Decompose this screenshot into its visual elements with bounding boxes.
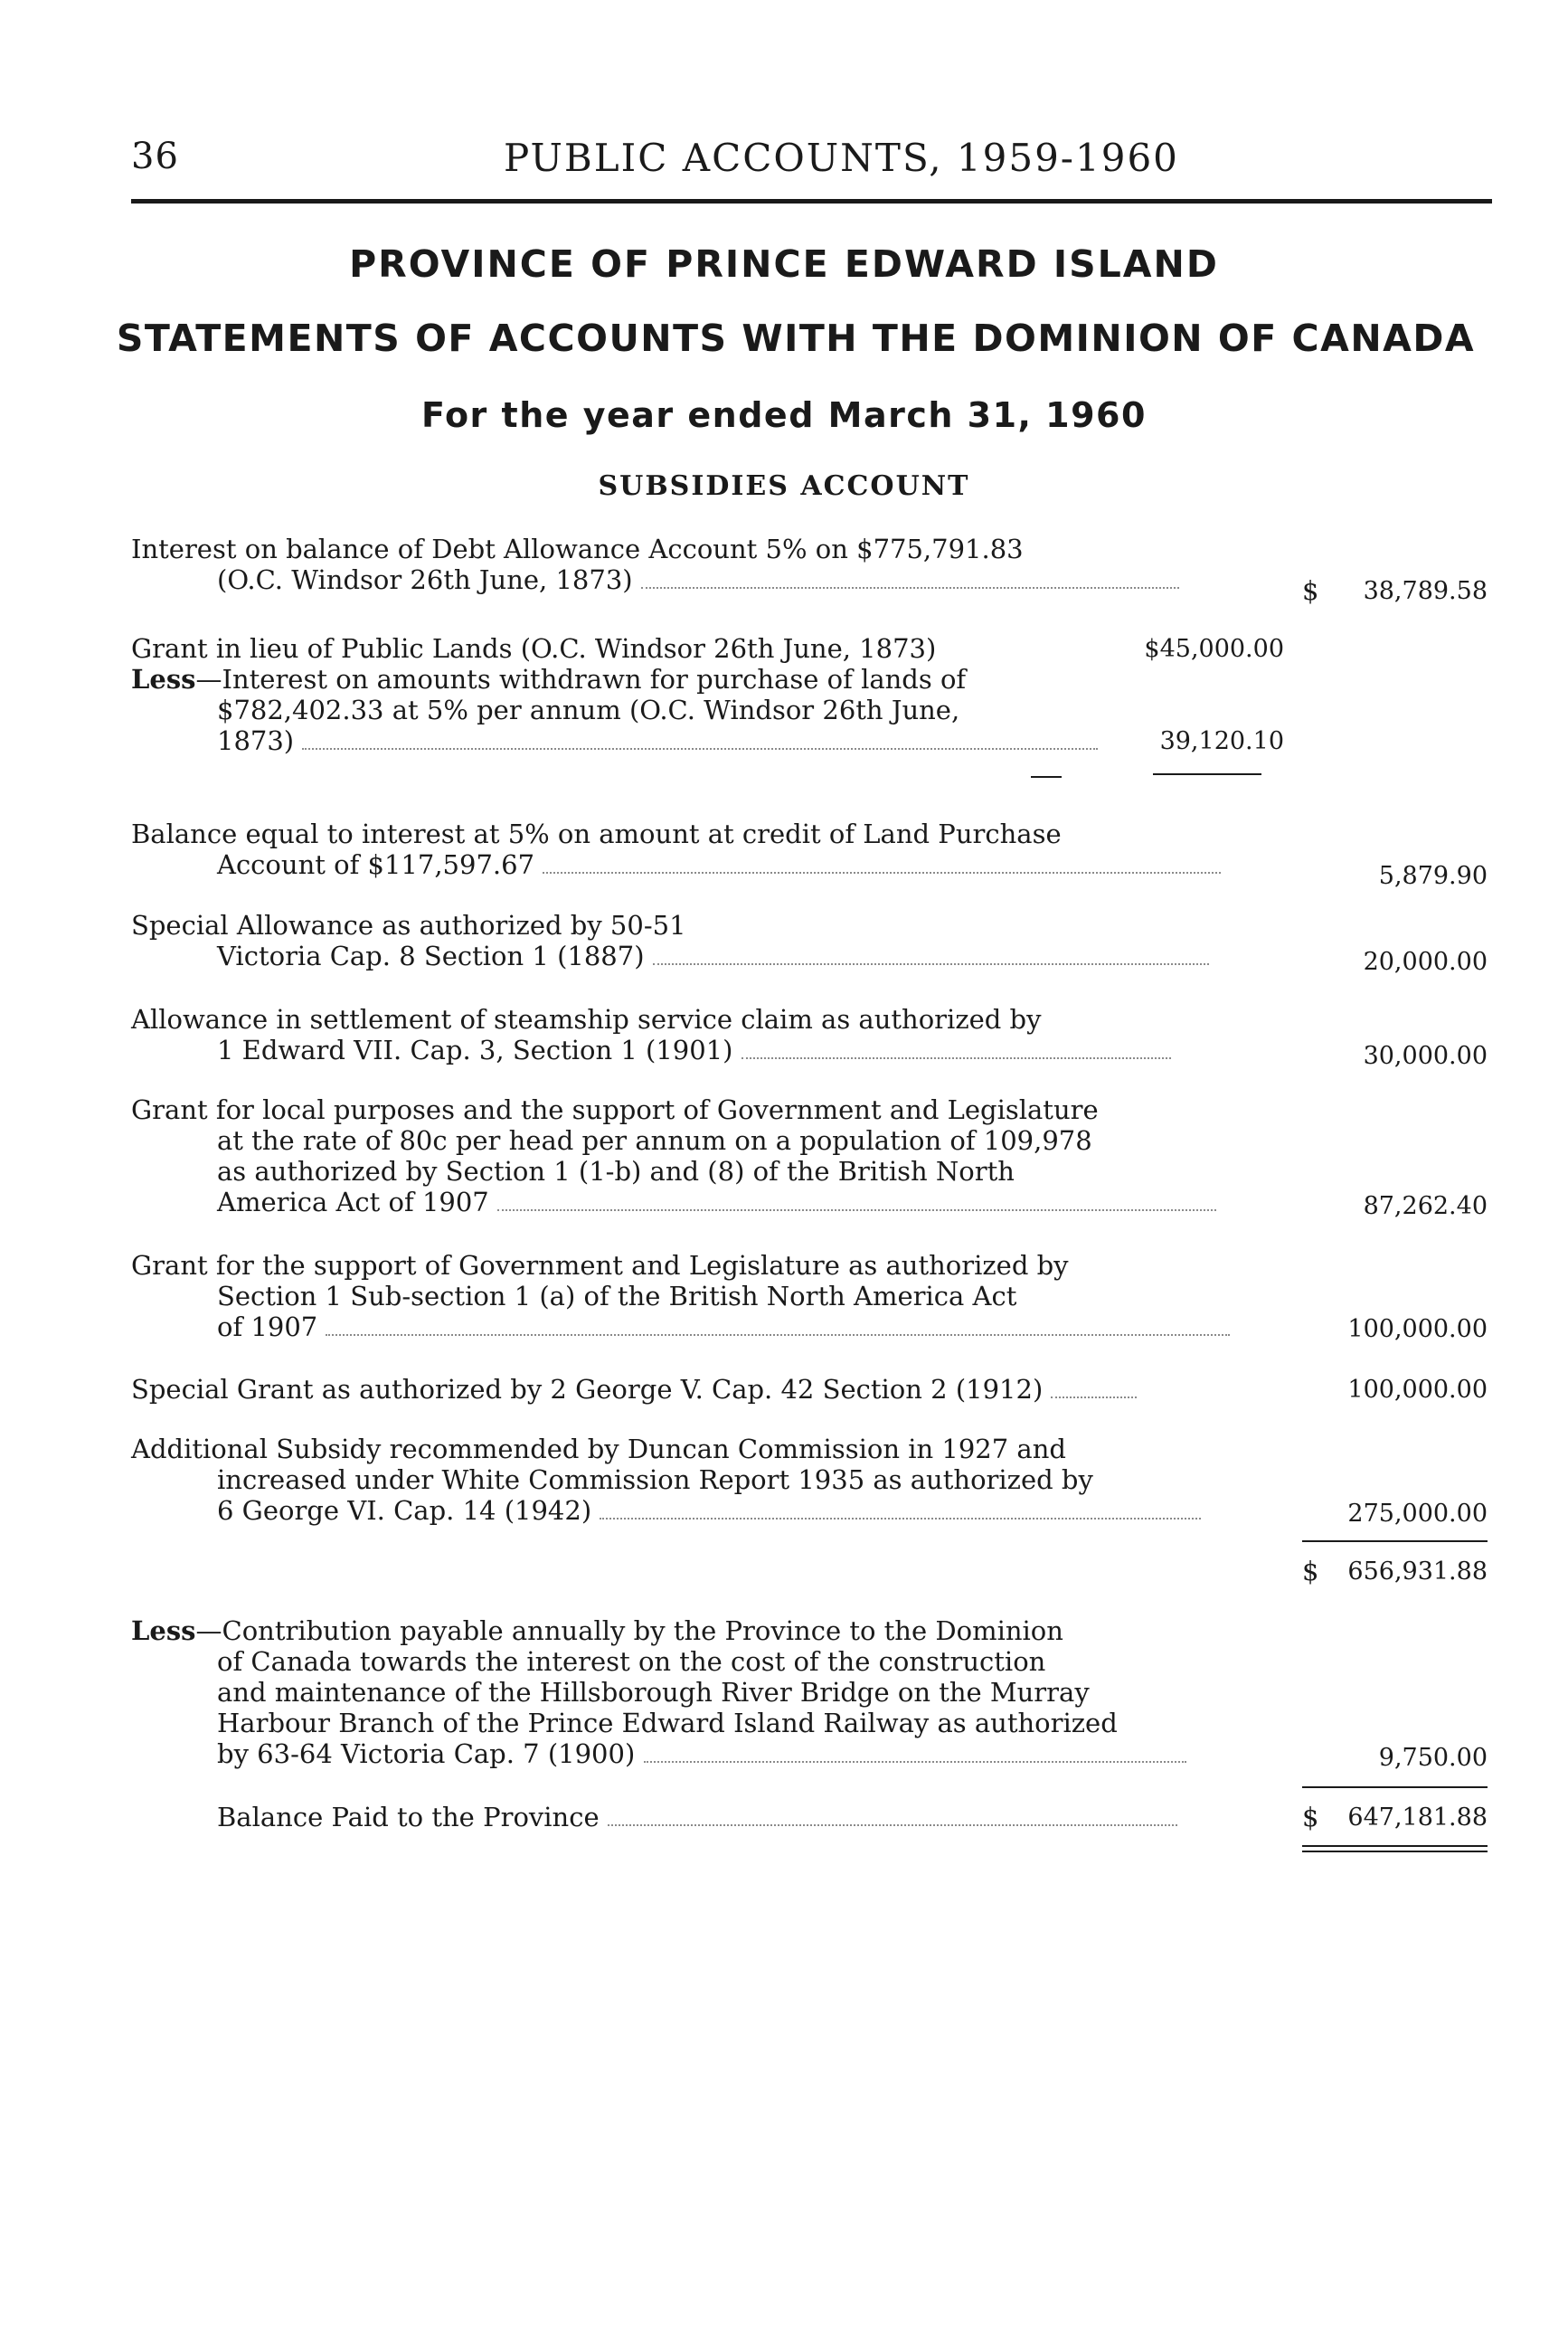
entry-line: —Interest on amounts withdrawn for purchase of lands of [195, 664, 967, 695]
entry-line: Grant for local purposes and the support of Government and Legislature [131, 1094, 1099, 1125]
running-head [131, 136, 1488, 190]
entry-local-purposes [131, 1094, 1270, 1217]
entry-line: 6 George VI. Cap. 14 (1942) [217, 1495, 592, 1526]
dash-rule [1031, 776, 1062, 778]
amount-interest-withdrawn: 39,120.10 [1159, 727, 1284, 755]
entry-line: Harbour Branch of the Prince Edward Island Railway as authorized [217, 1708, 1118, 1738]
entry-interest [131, 534, 1270, 595]
amount-interest: 38,789.58 [1363, 577, 1488, 605]
leader-dots [302, 728, 1098, 750]
leader-dots [741, 1037, 1171, 1059]
province-heading: PROVINCE OF PRINCE EDWARD ISLAND [349, 242, 1219, 286]
entry-balance [217, 1802, 1257, 1832]
dollar-sign: $ [1302, 1556, 1319, 1586]
entry-line: Victoria Cap. 8 Section 1 (1887) [217, 941, 645, 971]
entry-line: Section 1 Sub-section 1 (a) of the British North America Act [217, 1281, 1017, 1311]
less-label: Less [131, 1615, 196, 1646]
double-rule-bottom [1302, 1851, 1488, 1852]
entry-line: as authorized by Section 1 (1-b) and (8) of the British North [217, 1156, 1015, 1187]
balance-rule [1302, 1786, 1488, 1788]
entry-line: Grant in lieu of Public Lands (O.C. Windsor 26th June, 1873) [131, 633, 937, 664]
entry-line: 1 Edward VII. Cap. 3, Section 1 (1901) [217, 1035, 733, 1065]
leader-dots [608, 1804, 1177, 1826]
leader-dots [1051, 1377, 1137, 1398]
amount-public-lands: $45,000.00 [1144, 635, 1284, 663]
leader-dots [641, 567, 1179, 589]
amount-total: 656,931.88 [1347, 1557, 1488, 1586]
entry-steamship [131, 1004, 1270, 1065]
entry-special-grant [131, 1374, 1270, 1405]
subtotal-rule [1153, 773, 1261, 775]
total-rule [1302, 1540, 1488, 1542]
entry-line: Special Grant as authorized by 2 George V. Cap. 42 Section 2 (1912) [131, 1374, 1044, 1405]
entry-line: Allowance in settlement of steamship service claim as authorized by [131, 1004, 1042, 1035]
entry-contribution [131, 1615, 1270, 1769]
entry-line: 1873) [217, 725, 295, 756]
entry-line: —Contribution payable annually by the Province to the Dominion [195, 1615, 1063, 1646]
entry-line: $782,402.33 at 5% per annum (O.C. Windsor 26th June, [217, 695, 960, 725]
amount-special-allowance: 20,000.00 [1363, 948, 1488, 976]
entry-line: at the rate of 80c per head per annum on a population of 109,978 [217, 1125, 1092, 1156]
running-title: PUBLIC ACCOUNTS, 1959-1960 [504, 136, 1179, 180]
entry-additional-subsidy [131, 1434, 1270, 1526]
entry-grant-lands [131, 633, 1270, 756]
year-heading: For the year ended March 31, 1960 [421, 395, 1147, 435]
dollar-sign: $ [1302, 1802, 1319, 1832]
amount-steamship: 30,000.00 [1363, 1042, 1488, 1070]
entry-line: America Act of 1907 [217, 1187, 489, 1217]
entry-line: of Canada towards the interest on the cost of the construction [217, 1646, 1046, 1677]
balance-label: Balance Paid to the Province [217, 1802, 600, 1832]
amount-balance: 647,181.88 [1347, 1804, 1488, 1832]
entry-line: increased under White Commission Report 1935 as authorized by [217, 1464, 1093, 1495]
entry-special-allowance [131, 910, 1270, 971]
header-rule [131, 199, 1492, 204]
entry-line: by 63-64 Victoria Cap. 7 (1900) [217, 1738, 636, 1769]
entry-line: Special Allowance as authorized by 50-51 [131, 910, 686, 941]
dollar-sign: $ [1302, 575, 1319, 606]
leader-dots [653, 943, 1209, 965]
leader-dots [497, 1189, 1216, 1211]
entry-line: and maintenance of the Hillsborough River Bridge on the Murray [217, 1677, 1090, 1708]
entry-line: Grant for the support of Government and Legislature as authorized by [131, 1250, 1069, 1281]
entry-support-government [131, 1250, 1270, 1342]
leader-dots [326, 1314, 1230, 1336]
leader-dots [600, 1498, 1201, 1520]
double-rule-top [1302, 1845, 1488, 1847]
amount-special-grant: 100,000.00 [1347, 1376, 1488, 1404]
statements-heading: STATEMENTS OF ACCOUNTS WITH THE DOMINION OF CANADA [116, 317, 1476, 360]
amount-support-government: 100,000.00 [1347, 1315, 1488, 1343]
less-label: Less [131, 664, 196, 695]
leader-dots [644, 1741, 1186, 1763]
amount-contribution: 9,750.00 [1378, 1744, 1488, 1772]
amount-land-purchase: 5,879.90 [1378, 862, 1488, 890]
page-number: 36 [131, 136, 179, 177]
entry-line: Interest on balance of Debt Allowance Account 5% on $775,791.83 [131, 534, 1024, 564]
entry-line: Account of $117,597.67 [217, 849, 535, 880]
entry-line: (O.C. Windsor 26th June, 1873) [217, 564, 633, 595]
entry-line: of 1907 [217, 1311, 318, 1342]
amount-local-purposes: 87,262.40 [1363, 1192, 1488, 1220]
entry-line: Balance equal to interest at 5% on amount at credit of Land Purchase [131, 819, 1062, 849]
entry-line: Additional Subsidy recommended by Duncan Commission in 1927 and [131, 1434, 1066, 1464]
leader-dots [543, 852, 1221, 874]
entry-land-purchase [131, 819, 1270, 880]
amount-additional-subsidy: 275,000.00 [1347, 1500, 1488, 1528]
section-heading: SUBSIDIES ACCOUNT [598, 470, 970, 502]
